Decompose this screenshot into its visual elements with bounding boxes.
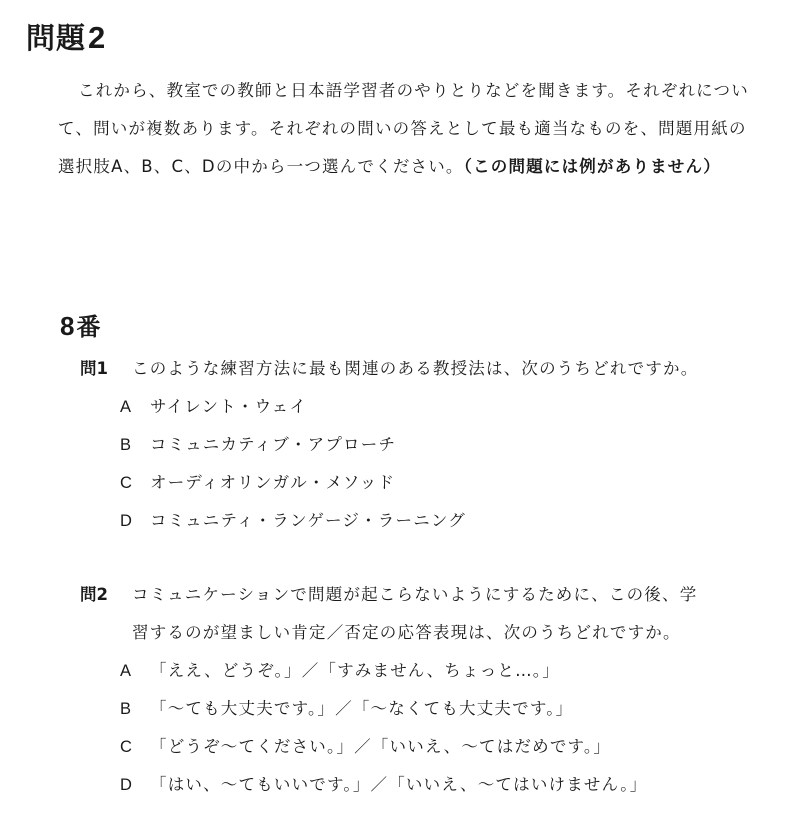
item-title xyxy=(60,308,100,345)
option-a[interactable] xyxy=(120,388,760,426)
option-letter: D xyxy=(120,776,132,794)
question-2-options xyxy=(120,652,760,804)
option-letter: B xyxy=(120,436,132,454)
option-a[interactable] xyxy=(120,652,760,690)
question-1 xyxy=(80,350,760,388)
option-letter: D xyxy=(120,512,132,530)
option-letter: A xyxy=(120,398,132,416)
question-1-options xyxy=(120,388,760,540)
option-text: 「ええ、どうぞ。」／「すみません、ちょっと…。」 xyxy=(150,661,560,680)
section-title xyxy=(26,18,106,58)
question-label: 問1 xyxy=(80,359,108,378)
option-c[interactable] xyxy=(120,464,760,502)
option-text: サイレント・ウェイ xyxy=(150,397,308,416)
item-suffix: 番 xyxy=(76,313,101,341)
section-title-number: 2 xyxy=(88,20,107,55)
instructions-note: （この問題には例がありません） xyxy=(463,157,721,176)
question-label: 問2 xyxy=(80,585,108,604)
option-d[interactable] xyxy=(120,766,760,804)
instructions-text: これから、教室での教師と日本語学習者のやりとりなどを聞きます。それぞれについて、問いが複数あります。それぞれの問いの答えとして最も適当なものを、問題用紙の選択肢A、B、C、Dの中から一つ選んでください。 xyxy=(58,81,749,176)
question-text-line2: 習するのが望ましい肯定／否定の応答表現は、次のうちどれですか。 xyxy=(132,623,681,642)
option-d[interactable] xyxy=(120,502,760,540)
option-c[interactable] xyxy=(120,728,760,766)
option-letter: A xyxy=(120,662,132,680)
option-text: コミュニティ・ランゲージ・ラーニング xyxy=(150,511,466,530)
item-number: 8 xyxy=(60,311,75,341)
option-text: コミュニカティブ・アプローチ xyxy=(150,435,397,454)
option-text: 「～ても大丈夫です。」／「～なくても大丈夫です。」 xyxy=(150,699,574,718)
question-text-line1: コミュニケーションで問題が起こらないようにするために、この後、学 xyxy=(132,585,698,604)
instructions-paragraph xyxy=(58,72,758,186)
option-letter: C xyxy=(120,474,132,492)
option-b[interactable] xyxy=(120,690,760,728)
option-b[interactable] xyxy=(120,426,760,464)
option-letter: C xyxy=(120,738,132,756)
section-title-prefix: 問題 xyxy=(26,21,87,55)
option-text: 「はい、～てもいいです。」／「いいえ、～てはいけません。」 xyxy=(150,775,648,794)
option-letter: B xyxy=(120,700,132,718)
question-2 xyxy=(80,576,760,652)
question-text-line1: このような練習方法に最も関連のある教授法は、次のうちどれですか。 xyxy=(132,359,699,378)
option-text: オーディオリンガル・メソッド xyxy=(150,473,396,492)
option-text: 「どうぞ～てください。」／「いいえ、～てはだめです。」 xyxy=(150,737,612,756)
